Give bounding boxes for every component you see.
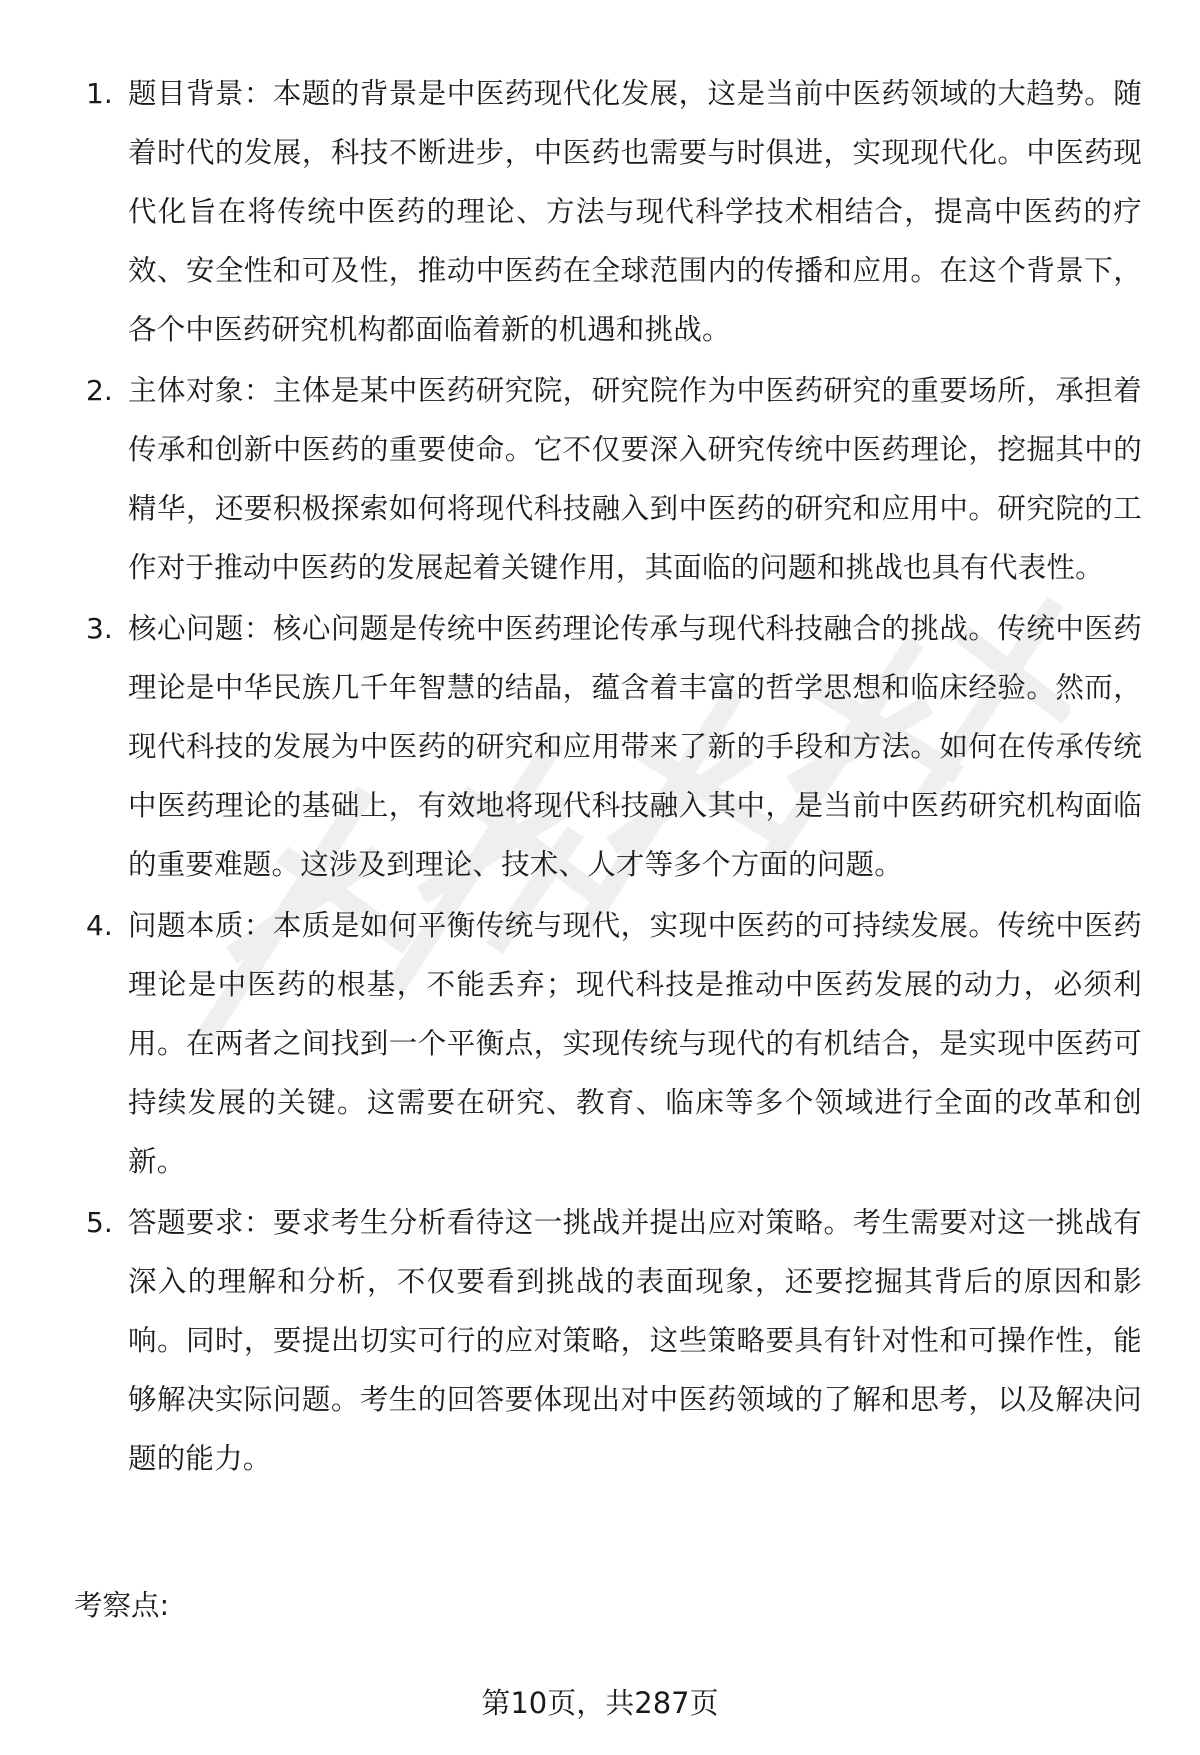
item-text: 题目背景：本题的背景是中医药现代化发展，这是当前中医药领域的大趋势。随着时代的发展，科技不断进步，中医药也需要与时俱进，实现现代化。中医药现代化旨在将传统中医药的理论、方法与现代科学技术相结合，提高中医药的疗效、安全性和可及性，推动中医药在全球范围内的传播和应用。在这个背景下，各个中医药研究机构都面临着新的机遇和挑战。 [128, 77, 1142, 346]
page-footer: 第10页，共287页 [481, 1686, 719, 1720]
item-text: 主体对象：主体是某中医药研究院，研究院作为中医药研究的重要场所，承担着传承和创新中医药的重要使命。它不仅要深入研究传统中医药理论，挖掘其中的精华，还要积极探索如何将现代科技融入到中医药的研究和应用中。研究院的工作对于推动中医药的发展起着关键作用，其面临的问题和挑战也具有代表性。 [128, 374, 1142, 584]
item-text: 核心问题：核心问题是传统中医药理论传承与现代科技融合的挑战。传统中医药理论是中华民族几千年智慧的结晶，蕴含着丰富的哲学思想和临床经验。然而，现代科技的发展为中医药的研究和应用带来了新的手段和方法。如何在传承传统中医药理论的基础上，有效地将现代科技融入其中，是当前中医药研究机构面临的重要难题。这涉及到理论、技术、人才等多个方面的问题。 [128, 612, 1142, 881]
item-number: 1. [86, 77, 113, 110]
item-text: 答题要求：要求考生分析看待这一挑战并提出应对策略。考生需要对这一挑战有深入的理解和分析，不仅要看到挑战的表面现象，还要挖掘其背后的原因和影响。同时，要提出切实可行的应对策略，这些策略要具有针对性和可操作性，能够解决实际问题。考生的回答要体现出对中医药领域的了解和思考，以及解决问题的能力。 [128, 1206, 1142, 1475]
list-item [0, 599, 1200, 894]
list-item [0, 361, 1200, 597]
list-item [0, 896, 1200, 1191]
analysis-list [0, 64, 1200, 1490]
list-item [0, 1193, 1200, 1488]
exam-point-heading: 考察点: [74, 1589, 170, 1622]
item-number: 4. [86, 909, 113, 942]
item-text: 问题本质：本质是如何平衡传统与现代，实现中医药的可持续发展。传统中医药理论是中医药的根基，不能丢弃；现代科技是推动中医药发展的动力，必须利用。在两者之间找到一个平衡点，实现传统与现代的有机结合，是实现中医药可持续发展的关键。这需要在研究、教育、临床等多个领域进行全面的改革和创新。 [128, 909, 1142, 1178]
item-number: 2. [86, 374, 113, 407]
item-number: 3. [86, 612, 113, 645]
list-item [0, 64, 1200, 359]
item-number: 5. [86, 1206, 113, 1239]
